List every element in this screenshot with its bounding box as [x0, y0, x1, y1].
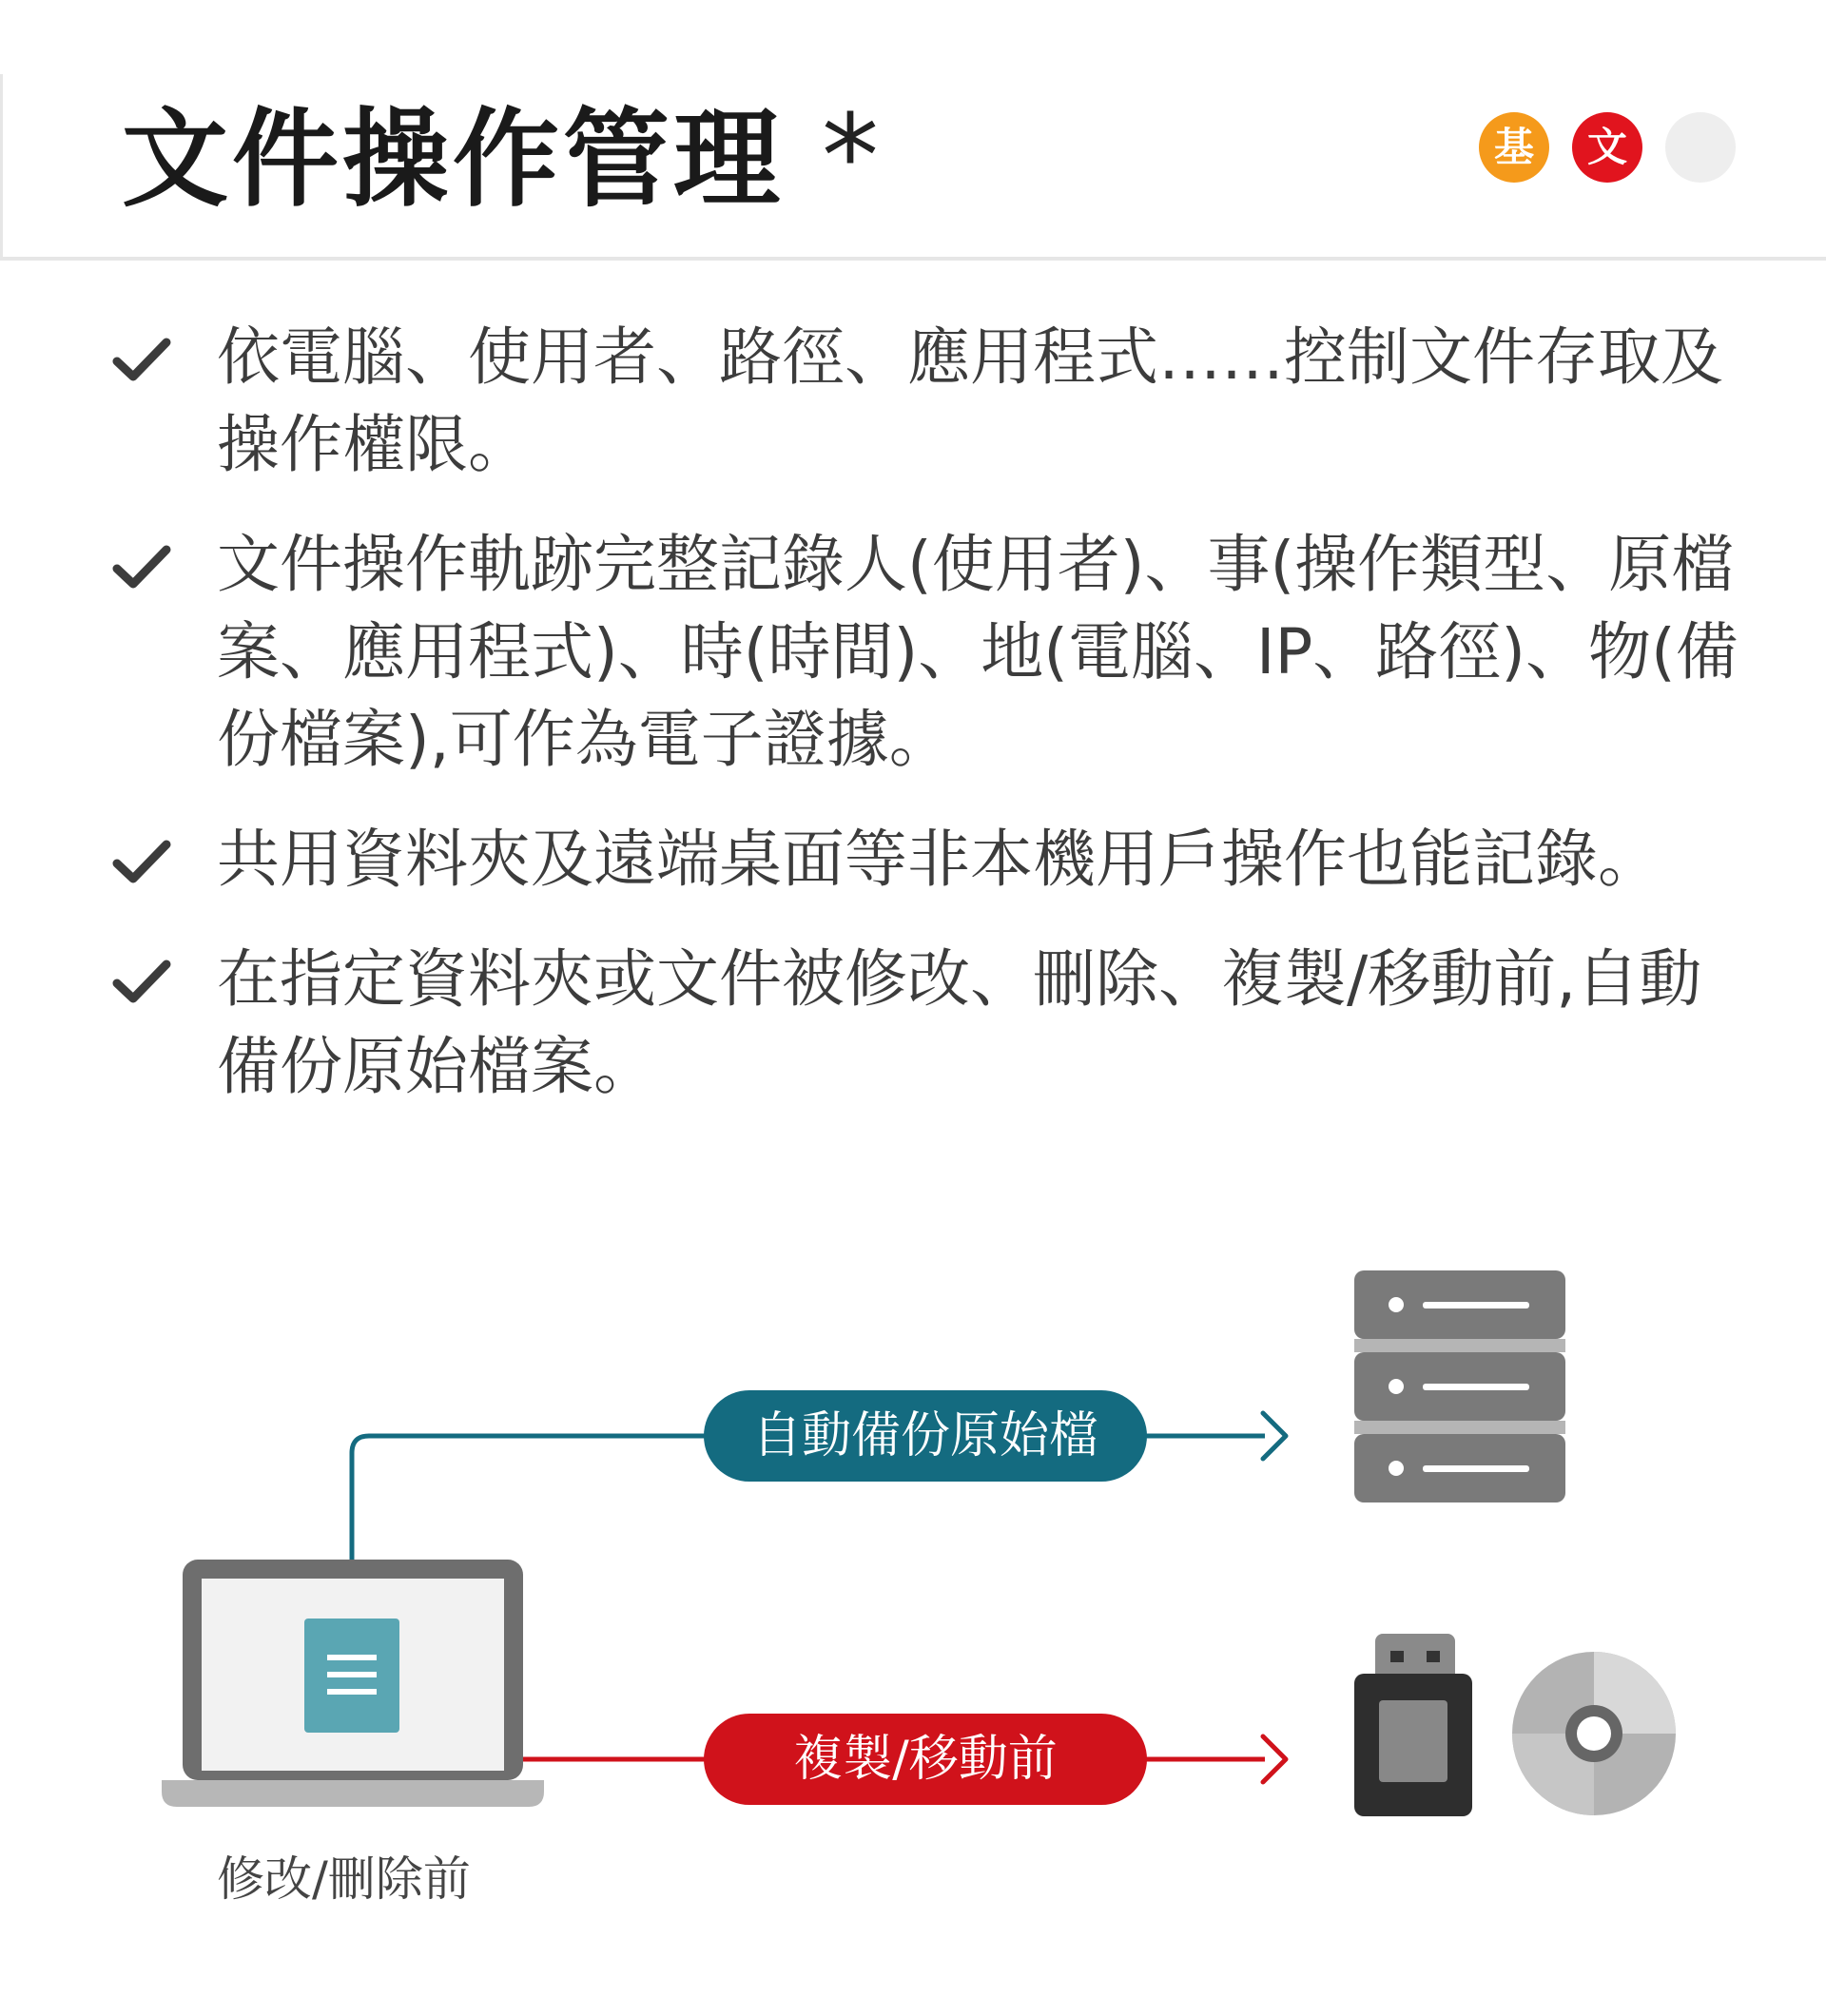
- feature-item: [112, 936, 1748, 1111]
- card-header: [0, 74, 1826, 261]
- copy-label: 複製/移動前: [704, 1714, 1147, 1805]
- feature-text: 文件操作軌跡完整記錄人(使用者)、事(操作類型、原檔案、應用程式)、時(時間)、地(電腦、IP、路徑)、物(備份檔案),可作為電子證據。: [217, 528, 1739, 776]
- badge-document: 文: [1572, 112, 1642, 183]
- check-icon: [112, 544, 171, 590]
- page-title: 文件操作管理 *: [122, 91, 883, 223]
- laptop-caption: 修改/刪除前: [217, 1851, 471, 1907]
- server-icon: [1354, 1270, 1565, 1502]
- feature-item: [112, 521, 1748, 784]
- feature-item: [112, 816, 1748, 903]
- check-icon: [112, 959, 171, 1004]
- copy-arrowhead: [1263, 1736, 1286, 1782]
- document-icon: [304, 1619, 399, 1733]
- backup-label: 自動備份原始檔: [704, 1390, 1147, 1482]
- feature-text: 在指定資料夾或文件被修改、刪除、複製/移動前,自動備份原始檔案。: [217, 942, 1702, 1103]
- badge-basic: 基: [1479, 112, 1549, 183]
- backup-arrowhead: [1263, 1413, 1286, 1459]
- feature-list: [112, 314, 1748, 1143]
- badge-empty: [1665, 112, 1736, 183]
- feature-text: 共用資料夾及遠端桌面等非本機用戶操作也能記錄。: [217, 823, 1661, 896]
- backup-diagram: [0, 1236, 1826, 1997]
- feature-item: [112, 314, 1748, 489]
- disc-icon: [1512, 1652, 1676, 1815]
- feature-text: 依電腦、使用者、路徑、應用程式……控制文件存取及操作權限。: [217, 320, 1723, 481]
- usb-drive-icon: [1354, 1634, 1472, 1816]
- check-icon: [112, 839, 171, 884]
- check-icon: [112, 337, 171, 382]
- title-mark: *: [822, 91, 883, 223]
